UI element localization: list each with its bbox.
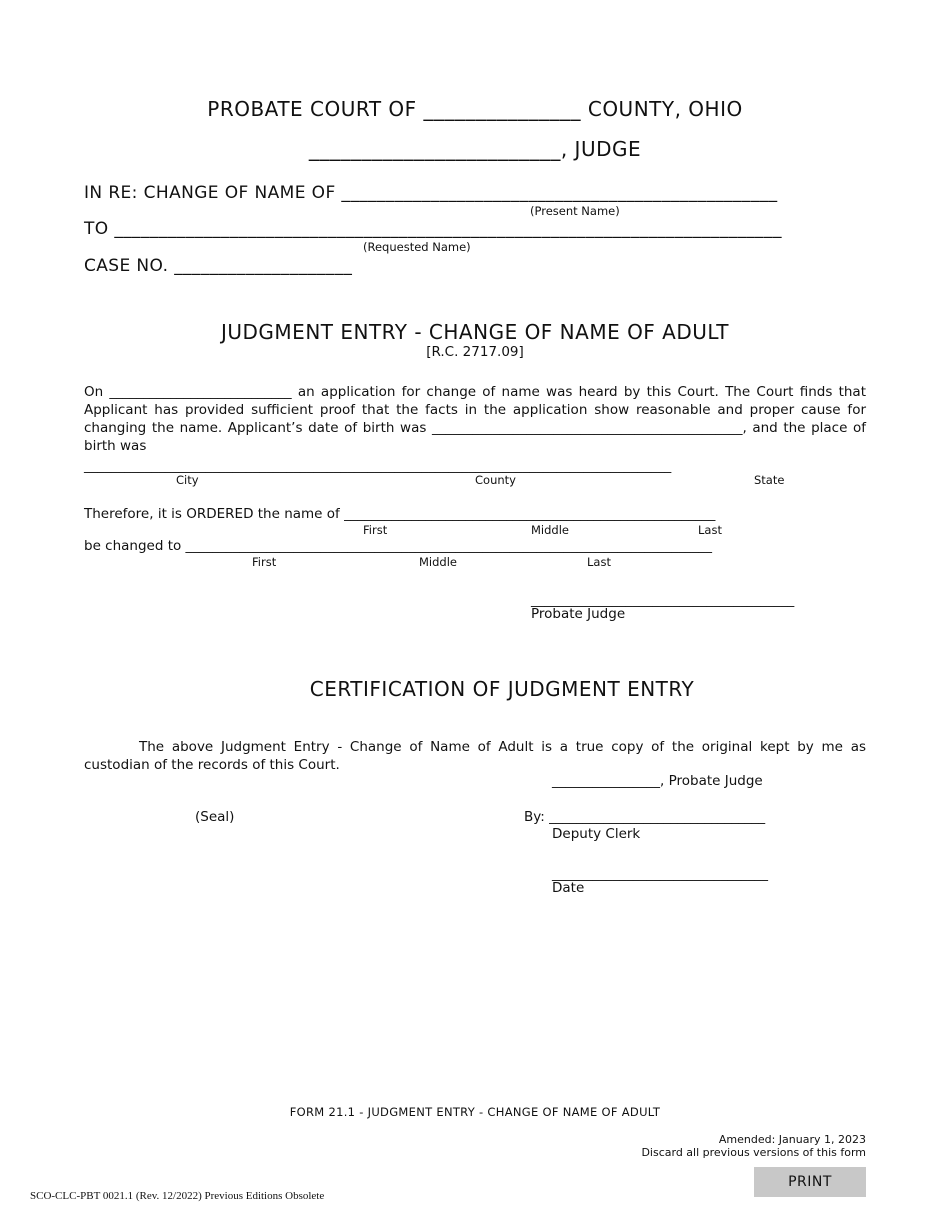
requested-name-caption: (Requested Name): [363, 240, 471, 254]
by-line: By: ________________________________: [524, 809, 766, 825]
judge-signature-line: _______________________________________: [531, 592, 795, 608]
new-first-name-caption: First: [252, 555, 277, 569]
probate-judge-line: ________________, Probate Judge: [552, 773, 763, 789]
discard-notice: Discard all previous versions of this form: [641, 1146, 866, 1159]
in-re-line: IN RE: CHANGE OF NAME OF _________________________________________________: [84, 183, 778, 203]
county-caption: County: [475, 473, 516, 487]
date-label: Date: [552, 880, 585, 896]
judge-signature-label: Probate Judge: [531, 606, 626, 622]
present-name-caption: (Present Name): [530, 204, 620, 218]
form-code: SCO-CLC-PBT 0021.1 (Rev. 12/2022) Previous Editions Obsolete: [30, 1190, 325, 1202]
certification-paragraph: The above Judgment Entry - Change of Name of Adult is a true copy of the original kept by me as custodian of the records of this Court.: [84, 739, 866, 773]
print-button[interactable]: PRINT: [754, 1167, 866, 1197]
new-middle-name-caption: Middle: [419, 555, 457, 569]
state-caption: State: [754, 473, 785, 487]
deputy-clerk-label: Deputy Clerk: [552, 826, 641, 842]
judgment-title: JUDGMENT ENTRY - CHANGE OF NAME OF ADULT: [220, 320, 729, 344]
city-caption: City: [176, 473, 199, 487]
to-line: TO ___________________________________________________________________________: [84, 219, 782, 239]
statute-citation: [R.C. 2717.09]: [426, 344, 524, 360]
middle-name-caption: Middle: [531, 523, 569, 537]
ordered-line: Therefore, it is ORDERED the name of _______________________________________________________: [84, 506, 716, 522]
new-last-name-caption: Last: [587, 555, 611, 569]
form-title: FORM 21.1 - JUDGMENT ENTRY - CHANGE OF NAME OF ADULT: [289, 1105, 661, 1119]
judgment-paragraph: On ___________________________ an application for change of name was heard by this Court. The Court finds that Applicant has provided sufficient proof that the facts in the application show reasonable and proper cause for changing the name. Applicant’s date of birth was ______________________________________________, and the place of birth was: [84, 384, 866, 454]
changed-to-line: be changed to ______________________________________________________________________________: [84, 538, 713, 554]
first-name-caption: First: [363, 523, 388, 537]
court-title: PROBATE COURT OF _______________ COUNTY, OHIO: [207, 97, 743, 121]
birthplace-line: _______________________________________________________________________________________: [84, 458, 672, 474]
certification-title: CERTIFICATION OF JUDGMENT ENTRY: [309, 677, 695, 701]
seal-label: (Seal): [195, 809, 235, 825]
date-line: ________________________________: [552, 866, 768, 882]
case-number-line: CASE NO. ____________________: [84, 256, 353, 276]
judge-title: ________________________, JUDGE: [308, 137, 642, 161]
last-name-caption: Last: [698, 523, 722, 537]
amended-date: Amended: January 1, 2023: [718, 1133, 866, 1146]
